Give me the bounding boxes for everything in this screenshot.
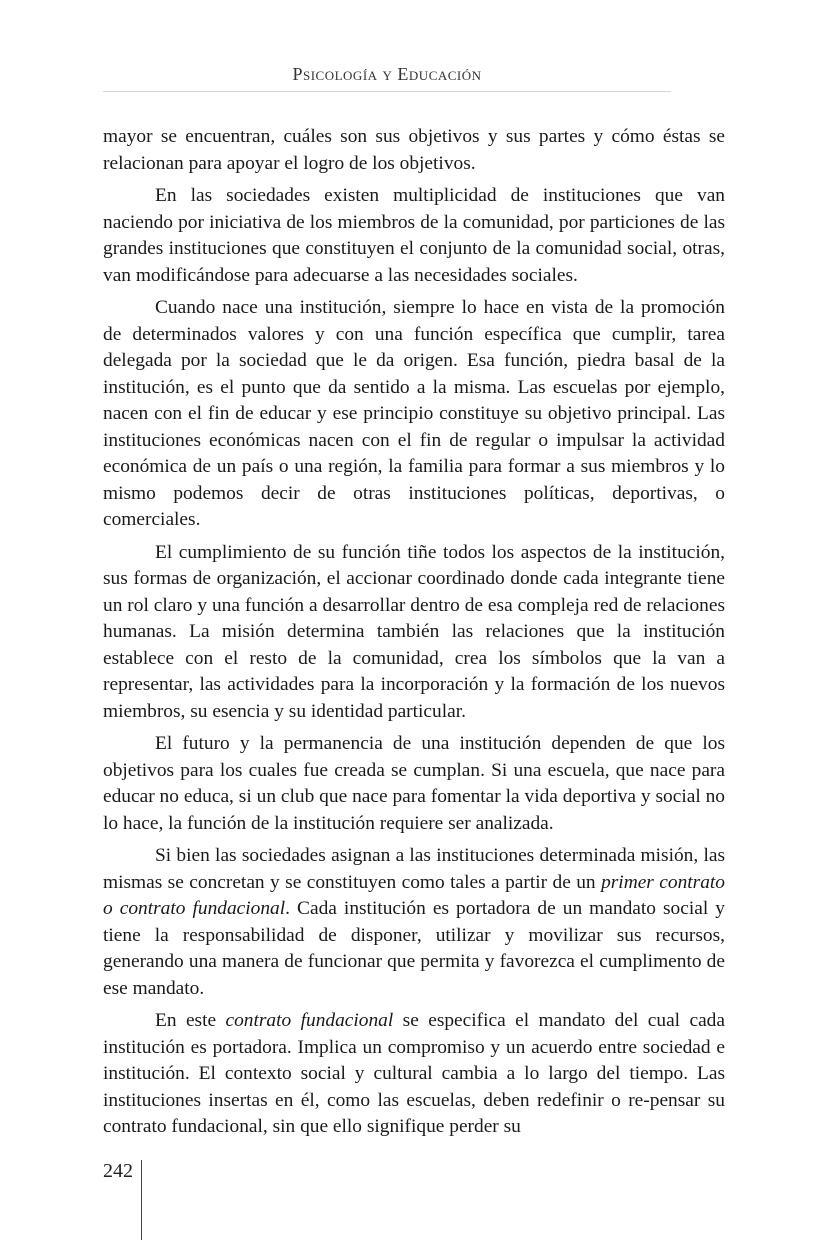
paragraph-text: En las sociedades existen multiplicidad de instituciones que van naciendo por iniciativa de los miembros de la comunidad, por particiones de las grandes instituciones que constituyen el conjunto de la comunidad social, otras, van modificándose para adecuarse a las necesidades sociales. [103, 185, 725, 286]
italic-term: contrato fundacional [225, 1010, 394, 1031]
paragraph-text: El cumplimiento de su función tiñe todos los aspectos de la institución, sus formas de organización, el accionar coordinado donde cada integrante tiene un rol claro y una función a desarrollar dentro de esa compleja red de relaciones humanas. La misión determina también las relaciones que la institución establece con el resto de la comunidad, crea los símbolos que la van a representar, las actividades para la incorporación y la formación de los nuevos miembros, su esencia y su identidad particular. [103, 541, 725, 722]
body-text [103, 124, 725, 1147]
paragraph-text: Si bien las sociedades asignan a las instituciones determinada misión, las mismas se concretan y se constituyen como tales a partir de un [103, 845, 725, 893]
page-number-rule [141, 1160, 142, 1240]
paragraph-text: Cuando nace una institución, siempre lo hace en vista de la promoción de determinados valores y con una función específica que cumplir, tarea delegada por la sociedad que le da origen. Esa función, piedra basal de la institución, es el punto que da sentido a la misma. Las escuelas por ejemplo, nacen con el fin de educar y ese principio constituye su objetivo principal. Las instituciones económicas nacen con el fin de regular o impulsar la actividad económica de un país o una región, la familia para formar a sus miembros y lo mismo podemos decir de otras instituciones políticas, deportivas, o comerciales. [103, 297, 725, 530]
paragraph-5 [103, 731, 725, 837]
paragraph-7 [103, 1008, 725, 1141]
paragraph-2 [103, 183, 725, 289]
paragraph-text: se especifica el mandato del cual cada institución es portadora. Implica un compromiso y un acuerdo entre sociedad e institución. El contexto social y cultural cambia a lo largo del tiempo. Las instituciones insertas en él, como las escuelas, deben redefinir o re-pensar su contrato fundacional, sin que ello signifique perder su [103, 1010, 725, 1137]
paragraph-1 [103, 124, 725, 177]
running-header: Psicología y Educación [292, 64, 482, 84]
paragraph-text: El futuro y la permanencia de una institución dependen de que los objetivos para los cuales fue creada se cumplan. Si una escuela, que nace para educar no educa, si un club que nace para fomentar la vida deportiva y social no lo hace, la función de la institución requiere ser analizada. [103, 733, 725, 834]
page-number: 242 [103, 1160, 133, 1182]
header-divider [103, 91, 671, 92]
paragraph-6 [103, 843, 725, 1002]
paragraph-text: En este [155, 1010, 226, 1031]
italic-term: primer contrato o contrato fundacional [103, 871, 725, 919]
paragraph-text: . Cada institución es portadora de un mandato social y tiene la responsabilidad de disponer, utilizar y movilizar sus recursos, generando una manera de funcionar que permita y favorezca el cumplimento de ese mandato. [103, 898, 725, 999]
paragraph-3 [103, 295, 725, 534]
paragraph-text: mayor se encuentran, cuáles son sus objetivos y sus partes y cómo éstas se relacionan para apoyar el logro de los objetivos. [103, 126, 725, 174]
paragraph-4 [103, 540, 725, 726]
